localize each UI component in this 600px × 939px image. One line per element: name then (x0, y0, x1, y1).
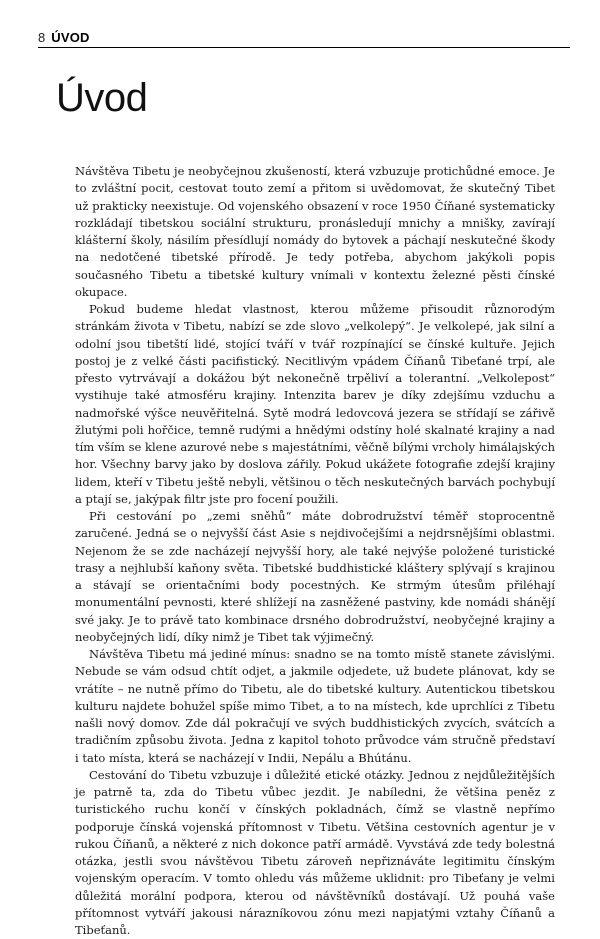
text-body (75, 163, 555, 939)
section-name: ÚVOD (51, 30, 90, 45)
paragraph-3: Při cestování po „zemi sněhů“ máte dobrodružství téměř stoprocentně zaručené. Jedná se o nejvyšší část Asie s nejdivočejšími a nejdrsnějšími oblastmi. Nejenom že se zde nacházejí nejvyšší hory, ale také nejvýše položené turistické trasy a nejhlubší kaňony světa. Tibetské buddhistické kláštery splývají s krajinou a stávají se orientačními body pocestných. Ke strmým útesům přiléhají monumentální pevnosti, které shlížejí na zasněžené pastviny, kde nomádi shánějí své jaky. Je to právě tato kombinace drsného dobrodružství, neobyčejné krajiny a neobyčejných lidí, díky nimž je Tibet tak výjimečný. (75, 509, 555, 644)
paragraph-4: Návštěva Tibetu má jediné mínus: snadno se na tomto místě stanete závislými. Nebude se vám odsud chtít odjet, a jakmile odjedete, už budete plánovat, kdy se vrátíte – ne nutně přímo do Tibetu, ale do tibetské kultury. Autentickou tibetskou kulturu najdete bohužel spíše mimo Tibet, a to na místech, kde uprchlíci z Tibetu našli nový domov. Zde dál pokračují ve svých buddhistických zvycích, svátcích a tradičním způsobu života. Jedna z kapitol tohoto průvodce vám stručně představí i tato místa, která se nacházejí v Indii, Nepálu a Bhútánu. (75, 647, 555, 765)
paragraph-2: Pokud budeme hledat vlastnost, kterou můžeme přisoudit různorodým stránkám života v Tibetu, nabízí se zde slovo „velkolepý“. Je velkolepé, jak silní a odolní jsou tibetští lidé, stojící tváří v tvář rozpínající se čínské kultuře. Jejich postoj je z velké části pacifistický. Necitlivým vpádem Číňanů Tibeťané trpí, ale přesto vytrvávají a dokážou být nekonečně trpěliví a tolerantní. „Velkolepost“ vystihuje také atmosféru krajiny. Intenzita barev je díky zdejšímu vzduchu a nadmořské výšce neuvěřitelná. Sytě modrá ledovcová jezera se střídají se zářivě žlutými poli hořčice, temně rudými a hnědými odstíny holé skalnaté krajiny a nad tím vším se klene azurové nebe s majestátními, věčně bílými vrcholy himálajských hor. Všechny barvy jako by doslova zářily. Pokud ukážete fotografie zdejší krajiny lidem, kteří v Tibetu ještě nebyli, většinou o těch neskutečných barvách pochybují a ptají se, jakýpak filtr jste pro focení použili. (75, 302, 555, 506)
paragraph-1: Návštěva Tibetu je neobyčejnou zkušeností, která vzbuzuje protichůdné emoce. Je to zvláštní pocit, cestovat touto zemí a přitom si uvědomovat, že skutečný Tibet už prakticky neexistuje. Od vojenského obsazení v roce 1950 Číňané systematicky rozkládají tibetskou sociální strukturu, pronásledují mnichy a mnišky, zavírají klášterní školy, násilím přesídlují nomády do bytovek a páchají neskutečné škody na nedotčené tibetské přírodě. Je tedy potřeba, abychom jakýkoli popis současného Tibetu a tibetské kultury vnímali v kontextu železné pěsti čínské okupace. (75, 164, 555, 299)
page-number: 8 (38, 30, 46, 45)
paragraph-5: Cestování do Tibetu vzbuzuje i důležité etické otázky. Jednou z nejdůležitějších je patrně ta, zda do Tibetu vůbec jezdit. Je nabíledni, že většina peněz z turistického ruchu končí v čínských pokladnách, čímž se vlastně nepřímo podporuje čínská vojenská přítomnost v Tibetu. Většina cestovních agentur je v rukou Číňanů, a některé z nich dokonce patří armádě. Vyvstává zde tedy bolestná otázka, jestli svou návštěvou Tibetu zároveň nepřiznáváte legitimitu čínským vojenským operacím. V tomto ohledu vás můžeme uklidnit: pro Tibeťany je velmi důležitá morální podpora, kterou od návštěvníků dostávají. Už pouhá vaše přítomnost vytváří jakousi nárazníkovou zónu mezi napjatými vztahy Číňanů a Tibeťanů. (75, 767, 555, 937)
running-head (38, 29, 570, 48)
chapter-title: Úvod (56, 76, 148, 120)
